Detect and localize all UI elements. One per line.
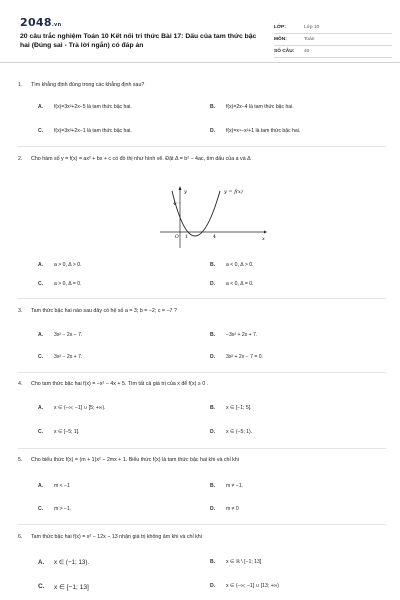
parabola-graph	[158, 185, 268, 250]
y-axis-label: y	[184, 189, 187, 195]
question-stem: Tam thức bậc hai f(x) = x² − 12x − 13 nhận giá trị không âm khi và chỉ khi	[31, 534, 202, 540]
separator	[18, 372, 386, 373]
y-axis-arrow	[179, 186, 182, 190]
option-3b[interactable]: B. −3x² + 2x + 7.	[210, 332, 258, 338]
curve-label: y = f(x)	[224, 189, 243, 195]
option-4c[interactable]: C. x ∈ [−5; 1].	[38, 429, 80, 435]
option-2a[interactable]: A. a > 0, Δ > 0.	[38, 262, 82, 268]
option-2d[interactable]: D. a < 0, Δ = 0.	[210, 281, 254, 287]
option-4d[interactable]: D. x ∈ (−5; 1).	[210, 429, 253, 435]
option-2b[interactable]: B. a < 0, Δ > 0.	[210, 262, 254, 268]
option-6c[interactable]: C. x ∈ [−1; 13]	[38, 583, 89, 591]
option-4b[interactable]: B. x ∈ [−1; 5].	[210, 405, 252, 411]
question-stem: Tìm khẳng định đúng trong các khẳng định sau?	[31, 82, 145, 88]
header-divider	[0, 62, 400, 63]
question-stem: Tam thức bậc hai nào sau đây có hệ số a = 3; b = −2; c = −7 ?	[31, 308, 177, 314]
document-title: 20 câu trắc nghiệm Toán 10 Kết nối tri thức Bài 17: Dấu của tam thức bậc hai (Đúng sai - Trả lời ngắn) có đáp án	[20, 33, 257, 49]
option-5b[interactable]: B. m ≠ −1.	[210, 483, 244, 489]
option-4a[interactable]: A. x ∈ (−∞; −1] ∪ [5; +∞).	[38, 405, 106, 411]
site-logo[interactable]: 2048.vn	[20, 16, 62, 29]
option-1b[interactable]: B. f(x)=2x−4 là tam thức bậc hai.	[210, 104, 294, 110]
question-1: 1. Tìm khẳng định đúng trong các khẳng định sau?	[18, 82, 386, 89]
question-stem: Cho tam thức bậc hai f(x) = −x² − 4x + 5. Tìm tất cả giá trị của x để f(x) ≥ 0 .	[31, 381, 209, 387]
header	[18, 12, 386, 74]
question-6: 6. Tam thức bậc hai f(x) = x² − 12x − 13 nhận giá trị không âm khi và chỉ khi	[18, 534, 386, 541]
parabola-curve	[172, 191, 220, 236]
option-3a[interactable]: A. 3x² − 2x − 7.	[38, 332, 83, 338]
question-5: 5. Cho biểu thức f(x) = (m + 1)x² − 2mx + 1. Biểu thức f(x) là tam thức bậc hai khi và chỉ khi	[18, 457, 386, 464]
option-5a[interactable]: A. m < −1	[38, 483, 70, 489]
separator	[18, 524, 386, 525]
option-5d[interactable]: D. m ≠ 0	[210, 506, 239, 512]
meta-row-subject: MÔN: Toán	[274, 34, 392, 46]
option-3d[interactable]: D. 3x² + 2x − 7 = 0.	[210, 354, 263, 360]
option-6b[interactable]: B. x ∈ ℝ \ [−1; 13]	[210, 559, 262, 565]
option-1d[interactable]: D. f(x)=x⁴−x²+1 là tam thức bậc hai.	[210, 128, 301, 134]
option-1a[interactable]: A. f(x)=3x²+2x−5 là tam thức bậc hai.	[38, 104, 132, 110]
option-1c[interactable]: C. f(x)=3x³+2x−1 là tam thức bậc hai.	[38, 128, 132, 134]
option-6a[interactable]: A. x ∈ (−1; 13).	[38, 559, 90, 566]
tick-label-1: 1	[185, 235, 188, 240]
option-5c[interactable]: C. m > −1.	[38, 506, 72, 512]
option-2c[interactable]: C. a > 0, Δ = 0.	[38, 281, 82, 287]
x-axis-arrow	[264, 231, 267, 234]
option-3c[interactable]: C. 3x² − 2x + 7.	[38, 354, 83, 360]
meta-row-count: SỐ CÂU: 40	[274, 46, 392, 58]
option-6d[interactable]: D. x ∈ (−∞; −1] ∪ [13; +∞)	[210, 583, 279, 589]
separator	[18, 448, 386, 449]
question-stem: Cho biểu thức f(x) = (m + 1)x² − 2mx + 1. Biểu thức f(x) là tam thức bậc hai khi và chỉ khi	[31, 457, 239, 463]
x-axis-label: x	[262, 236, 265, 242]
tick-label-4: 4	[213, 235, 216, 240]
meta-table	[274, 22, 392, 58]
tick-label-y: 4	[173, 202, 176, 207]
question-4: 4. Cho tam thức bậc hai f(x) = −x² − 4x + 5. Tìm tất cả giá trị của x để f(x) ≥ 0 .	[18, 381, 386, 388]
separator	[18, 298, 386, 299]
meta-row-class: LỚP: Lớp 10	[274, 22, 392, 34]
question-2: 2. Cho hàm số y = f(x) = ax² + bx + c có đồ thị như hình vẽ. Đặt Δ = b² − 4ac, tìm dấu của a và Δ	[18, 156, 386, 163]
origin-label: O	[175, 235, 179, 240]
question-3: 3. Tam thức bậc hai nào sau đây có hệ số a = 3; b = −2; c = −7 ?	[18, 308, 386, 315]
separator	[18, 146, 386, 147]
question-stem: Cho hàm số y = f(x) = ax² + bx + c có đồ thị như hình vẽ. Đặt Δ = b² − 4ac, tìm dấu của a và Δ	[31, 156, 251, 162]
